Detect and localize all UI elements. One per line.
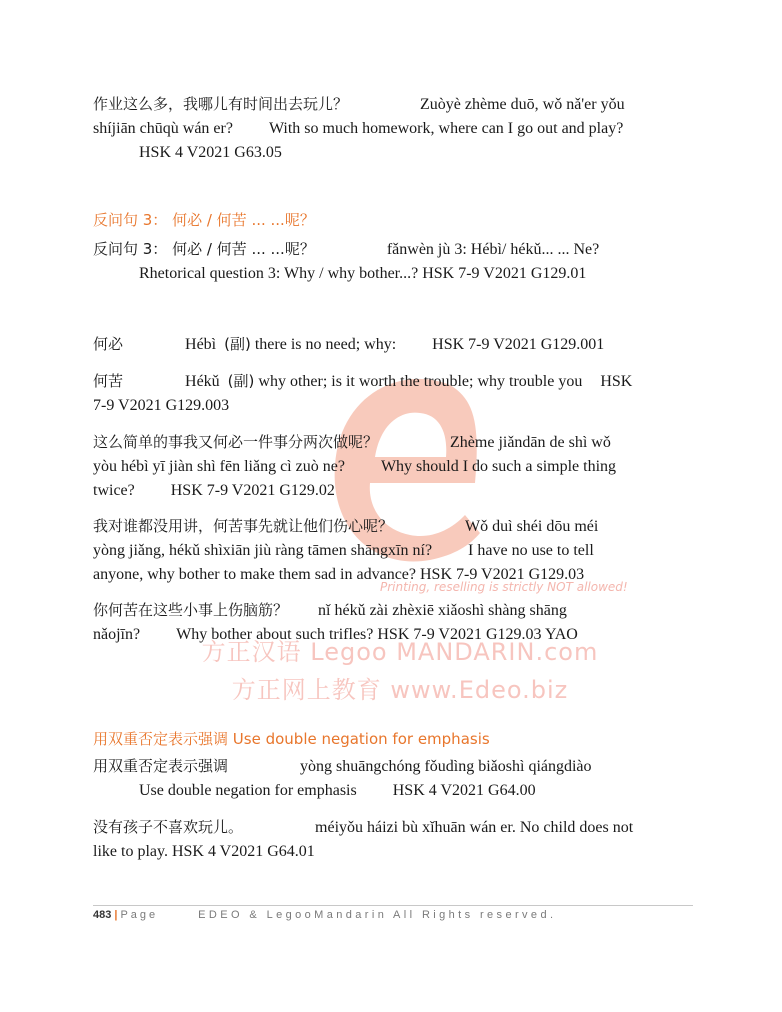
english-text: Use double negation for emphasis: [139, 782, 357, 799]
footer-divider: [93, 905, 693, 906]
entry-rhetorical-question: [93, 237, 693, 286]
pinyin-text: yòu hébì yī jiàn shì fēn liǎng cì zuò ne?: [93, 458, 345, 475]
section-heading-rhetorical-3: 反问句 3： 何必 / 何苦 ... ...呢？: [93, 211, 315, 229]
part-of-speech: (副): [227, 372, 255, 390]
chinese-text: 反问句 3： 何必 / 何苦 ... ...呢？: [93, 240, 315, 258]
chinese-text: 用双重否定表示强调: [93, 757, 229, 775]
chinese-text: 没有孩子不喜欢玩儿。: [93, 818, 244, 836]
pinyin-text: Hékǔ: [185, 373, 220, 390]
reference-code: HSK 4 V2021 G64.00: [392, 782, 536, 799]
chinese-text: 何苦: [93, 372, 124, 390]
reference-code: HSK 7-9 V2021 G129.02: [170, 482, 335, 499]
pinyin-text: nǐ hékǔ zài zhèxiē xiǎoshì shàng shāng: [318, 602, 567, 619]
english-text: like to play.: [93, 843, 168, 860]
english-text: Rhetorical question 3: Why / why bother...?: [139, 265, 419, 282]
pinyin-text: Zhème jiǎndān de shì wǒ: [450, 434, 611, 451]
pinyin-text: méiyǒu háizi bù xǐhuān wán er.: [315, 819, 516, 836]
watermark-warning: Printing, reselling is strictly NOT allowed!: [380, 580, 628, 594]
entry-simple-thing: [93, 430, 693, 503]
reference-code: HSK: [600, 373, 633, 390]
page-number: 483: [93, 909, 112, 921]
watermark-line-1: 方正汉语 Legoo MANDARIN.com: [201, 638, 599, 666]
english-text: why other; is it worth the trouble; why trouble you: [258, 373, 583, 390]
english-text: No child does not: [519, 819, 634, 836]
chinese-text: 这么简单的事我又何必一件事分两次做呢？: [93, 433, 379, 451]
pinyin-text: yòng shuāngchóng fǒudìng biǎoshì qiángdiào: [300, 758, 592, 775]
reference-code: HSK 7-9 V2021 G129.001: [432, 336, 605, 353]
footer-separator: |: [114, 909, 118, 921]
english-text: there is no need; why:: [254, 336, 397, 353]
english-text: twice?: [93, 482, 135, 499]
english-text: With so much homework, where can I go out and play?: [268, 120, 624, 137]
reference-code: 7-9 V2021 G129.003: [93, 397, 230, 414]
entry-trifles: [93, 598, 693, 647]
part-of-speech: (副): [224, 335, 251, 353]
reference-code: HSK 4 V2021 G63.05: [139, 144, 282, 161]
pinyin-text: Wǒ duì shéi dōu méi: [465, 518, 599, 535]
page-footer: [93, 909, 693, 921]
reference-code: HSK 7-9 V2021 G129.03: [420, 566, 585, 583]
chinese-text: 我对谁都没用讲，何苦事先就让他们伤心呢？: [93, 517, 394, 535]
entry-no-child: [93, 815, 693, 864]
reference-code: HSK 4 V2021 G64.01: [171, 843, 315, 860]
pinyin-text: shíjiān chūqù wán er?: [93, 120, 233, 137]
pinyin-text: Hébì: [185, 336, 217, 353]
entry-heku: [93, 369, 693, 418]
heading-chinese: 用双重否定表示强调: [93, 730, 229, 748]
pinyin-text: yòng jiǎng, hékǔ shìxiān jiù ràng tāmen shāngxīn ní?: [93, 542, 433, 559]
watermark-line-2: 方正网上教育 www.Edeo.biz: [231, 676, 569, 704]
english-text: anyone, why bother to make them sad in advance?: [93, 566, 416, 583]
english-text: Why bother about such trifles?: [176, 626, 374, 643]
entry-hebi: [93, 332, 693, 357]
pinyin-text: nǎojīn?: [93, 626, 141, 643]
reference-code: HSK 7-9 V2021 G129.01: [422, 265, 587, 282]
page-label: Page: [120, 909, 159, 921]
chinese-text: 你何苦在这些小事上伤脑筋？: [93, 601, 289, 619]
english-text: Why should I do such a simple thing: [380, 458, 617, 475]
copyright-notice: EDEO & LegooMandarin All Rights reserved.: [198, 909, 557, 921]
entry-double-negation: [93, 754, 693, 803]
chinese-text: 作业这么多，我哪儿有时间出去玩儿？: [93, 95, 349, 113]
english-text: I have no use to tell: [468, 542, 594, 559]
section-heading-double-negation: [93, 728, 490, 749]
reference-code: HSK 7-9 V2021 G129.03 YAO: [377, 626, 578, 643]
pinyin-text: fǎnwèn jù 3: Hébì/ hékǔ... ... Ne?: [386, 241, 600, 258]
pinyin-text: Zuòyè zhème duō, wǒ nǎ'er yǒu: [420, 96, 625, 113]
heading-english: Use double negation for emphasis: [232, 730, 490, 748]
entry-sad-in-advance: [93, 514, 693, 587]
chinese-text: 何必: [93, 335, 124, 353]
entry-homework: [93, 92, 693, 165]
